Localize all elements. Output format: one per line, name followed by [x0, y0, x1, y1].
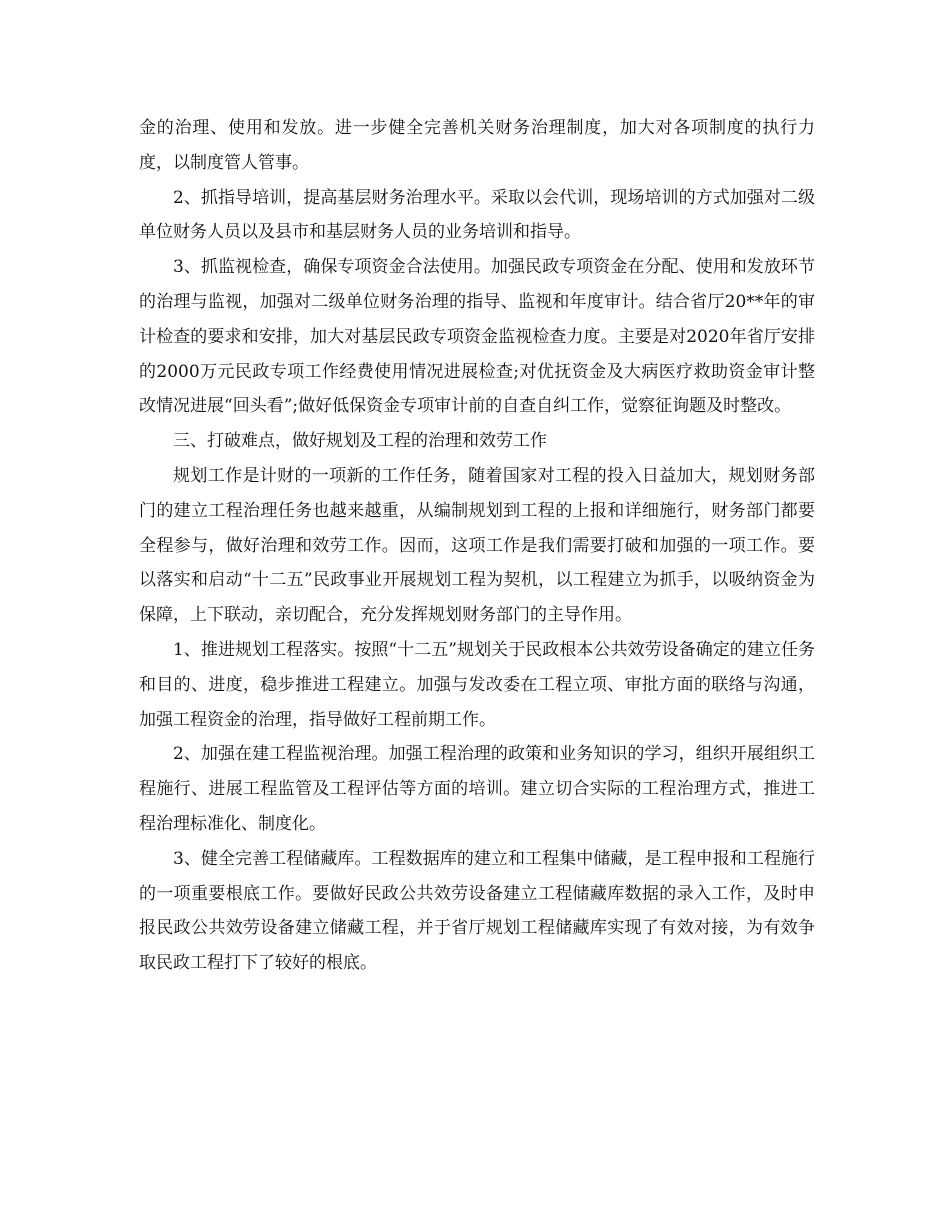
paragraph: 规划工作是计财的一项新的工作任务，随着国家对工程的投入日益加大，规划财务部门的建立工程治理任务也越来越重，从编制规划到工程的上报和详细施行，财务部门都要全程参与，做好治理和效劳工作。因而，这项工作是我们需要打破和加强的一项工作。要以落实和启动“十二五”民政事业开展规划工程为契机，以工程建立为抓手，以吸纳资金为保障，上下联动，亲切配合，充分发挥规划财务部门的主导作用。 [139, 465, 815, 626]
paragraph: 3、抓监视检查，确保专项资金合法使用。加强民政专项资金在分配、使用和发放环节的治理与监视，加强对二级单位财务治理的指导、监视和年度审计。结合省厅20**年的审计检查的要求和安排，加大对基层民政专项资金监视检查力度。主要是对2020年省厅安排的2000万元民政专项工作经费使用情况进展检查;对优抚资金及大病医疗救助资金审计整改情况进展“回头看”;做好低保资金专项审计前的自查自纠工作，觉察征询题及时整改。 [139, 257, 815, 417]
document-body [139, 111, 815, 981]
paragraph: 金的治理、使用和发放。进一步健全完善机关财务治理制度，加大对各项制度的执行力度，以制度管人管事。 [139, 118, 815, 173]
paragraph: 3、健全完善工程储藏库。工程数据库的建立和工程集中储藏，是工程申报和工程施行的一项重要根底工作。要做好民政公共效劳设备建立工程储藏库数据的录入工作，及时申报民政公共效劳设备建立储藏工程，并于省厅规划工程储藏库实现了有效对接，为有效争取民政工程打下了较好的根底。 [139, 848, 815, 974]
paragraph: 2、加强在建工程监视治理。加强工程治理的政策和业务知识的学习，组织开展组织工程施行、进展工程监管及工程评估等方面的培训。建立切合实际的工程治理方式，推进工程治理标准化、制度化。 [139, 744, 815, 834]
paragraph: 2、抓指导培训，提高基层财务治理水平。采取以会代训，现场培训的方式加强对二级单位财务人员以及县市和基层财务人员的业务培训和指导。 [139, 187, 815, 243]
section-heading: 三、打破难点，做好规划及工程的治理和效劳工作 [173, 431, 547, 452]
paragraph: 1、推进规划工程落实。按照“十二五”规划关于民政根本公共效劳设备确定的建立任务和目的、进度，稳步推进工程建立。加强与发改委在工程立项、审批方面的联络与沟通，加强工程资金的治理，指导做好工程前期工作。 [139, 639, 815, 730]
